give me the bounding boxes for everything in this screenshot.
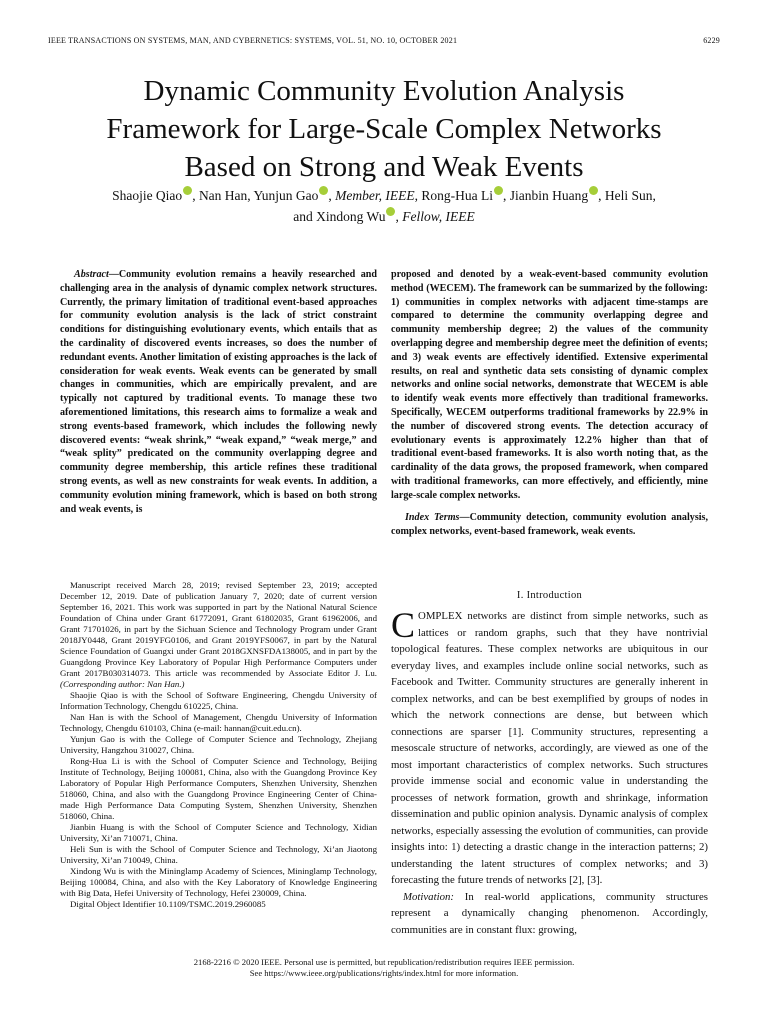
author-li: , Rong-Hua Li [414,188,494,203]
author-huang: , Jianbin Huang [503,188,589,203]
author-footnote [60,580,377,910]
abstract-left [60,268,377,516]
copyright-line-2: See https://www.ieee.org/publications/rights/index.html for more information. [249,968,519,978]
abstract-label: Abstract [74,269,109,280]
intro-paragraph-1 [391,605,708,889]
abstract-text-left: —Community evolution remains a heavily researched and challenging area in the analysis of dynamic complex network structures. Currently, the primary limitation of traditional event-based approaches for community evolution analysis is the lack of strict constraint conditions for distinguishing evolutionary events, which entails that as the cardinality of discovered events increases, so does the number of redundant events. Another limitation of existing approaches is the lack of consideration for weak events. Weak events can be generated by small changes in communities, which are empirically prevalent, and are typically not captured by traditional events. To manage these two aforementioned limitations, this research aims to formalize a weak and strong events-based framework, which includes the following newly discovered events: “weak shrink,” “weak expand,” “weak merge,” and “weak splity” predicated on the community overlapping degree and community degree membership, this article refines these traditional strong events, as well as new constraints for weak events. In addition, a community evolution mining framework, which is based on both strong and weak events, is [60,269,377,515]
intro-text-1: OMPLEX networks are distinct from simple networks, such as lattices or random graphs, such that they have nontrivial topological features. These complex networks are ubiquitous in our everyday lives, and examples include online social networks, such as Facebook and Twitter. Community structures are generally inherent in complex networks, and can be best exemplified by groups of nodes in which the network connections are dense, but between which connections are sparser [1]. Community structures, representing a mesoscale structure of networks, accordingly, are viewed as one of the most important characteristics of complex networks. Such structures provide immense social and economic value in understanding the processes of network formation, growth and shrinkage, information dissemination and public opinion analysis. Dynamic analysis of complex networks, especially assessing the evolution of communities, can provide insights into: 1) detecting a drastic change in the interaction patterns; 2) understanding the latent structures of complex networks; and 3) forecasting the future trends of networks [2], [3]. [391,610,708,886]
footnote-affiliation: Yunjun Gao is with the College of Computer Science and Technology, Zhejiang University, Hangzhou 310027, China. [60,734,377,755]
title-line-1: Dynamic Community Evolution Analysis [143,75,625,107]
journal-name: IEEE TRANSACTIONS ON SYSTEMS, MAN, AND CYBERNETICS: SYSTEMS, VOL. 51, NO. 10, OCTOBER 2021 [48,36,458,45]
footnote-manuscript [60,580,377,690]
author-line-1: Shaojie Qiao , Nan Han, Yunjun Gao , Member, IEEE, Rong-Hua Li , Jianbin Huang , Heli Sun, [112,188,656,203]
footnote-affiliation: Heli Sun is with the School of Computer Science and Technology, Xi’an Jiaotong University, Xi’an 710049, China. [60,844,377,865]
author-han-gao: , Nan Han, Yunjun Gao [192,188,319,203]
author-sun: , Heli Sun, [598,188,656,203]
footnote-affiliation: Nan Han is with the School of Management, Chengdu University of Information Technology, Chengdu 610103, China (e-mail: hannan@cuit.edu.cn). [60,712,377,733]
author-qiao: Shaojie Qiao [112,188,183,203]
footnote-affiliation: Jianbin Huang is with the School of Computer Science and Technology, Xidian University, Xi’an 710071, China. [60,822,377,843]
orcid-icon[interactable] [319,186,328,195]
fellow-ieee: Fellow, IEEE [402,209,475,224]
intro-paragraph-2 [391,889,708,939]
author-list [60,185,708,227]
index-terms-label: Index Terms [405,512,460,523]
footnote-affiliation: Shaojie Qiao is with the School of Software Engineering, Chengdu University of Information Technology, Chengdu 610225, China. [60,690,377,711]
running-header [48,36,720,48]
footnote-funding: Manuscript received March 28, 2019; revised September 23, 2019; accepted December 12, 2019. Date of publication January 7, 2020; date of current version September 16, 2021. This work was supported in part by the National Natural Science Foundation of China under Grant 61772091, Grant 61802035, Grant 61962006, and Grant 71701026, in part by the Sichuan Science and Technology Program under Grant 2018JY0448, Grant 2019YFG0106, and Grant 2019YFS0067, in part by the Natural Science Foundation of Guangxi under Grant 2018GXNSFDA138005, and in part by the Guangdong Province Key Laboratory of Popular High Performance Computers under Grant 2017B030314073. This article was recommended by Associate Editor J. Lu. [60,580,377,678]
abstract-right: proposed and denoted by a weak-event-based community evolution method (WECEM). The framework can be summarized by the following: 1) communities in complex networks with adjacent time-stamps are compared to determine the community overlapping degree and community membership degree; 2) the values of the community overlapping degree and membership degree meet the definition of events; and 3) weak events are effectively identified. Extensive experimental results, on real and synthetic data sets consisting of dynamic complex networks and online social networks, demonstrate that WECEM is able to identify weak events more effectively than traditional frameworks. Specifically, WECEM outperforms traditional frameworks by 22.9% in the number of discovered strong events. The detection accuracy of evolutionary events is approximately 12.2% higher than that of traditional event-based frameworks. It is also worth noting that, as the cardinality of the data grows, the proposed framework, when compared with traditional frameworks, can more effectively, and efficiently, mine large-scale complex networks. [391,269,708,501]
corresponding-author: (Corresponding author: Nan Han.) [60,679,185,689]
title-line-3: Based on Strong and Weak Events [184,151,584,183]
title-line-2: Framework for Large-Scale Complex Networks [106,113,662,145]
index-terms-text: —Community detection, community evolution analysis, complex networks, event-based framework, weak events. [391,512,708,537]
footnote-affiliation: Xindong Wu is with the Mininglamp Academy of Sciences, Mininglamp Technology, Beijing 100084, China, and also with the Key Laboratory of Knowledge Engineering with Big Data, Hefei University of Technology, Hefei 230009, China. [60,866,377,898]
paper-title [48,72,720,186]
introduction-body [391,605,708,938]
page-number: 6229 [703,36,720,45]
orcid-icon[interactable] [183,186,192,195]
orcid-icon[interactable] [589,186,598,195]
member-ieee: Member, IEEE [335,188,415,203]
orcid-icon[interactable] [494,186,503,195]
orcid-icon[interactable] [386,207,395,216]
intro-text-2: In real-world applications, community structures represent a dynamically changing phenomenon. Accordingly, communities are in constant flux: growing, [391,890,708,936]
drop-cap: C [391,605,416,645]
section-heading-introduction: I. Introduction [516,590,583,601]
motivation-label: Motivation: [403,890,454,903]
footnote-affiliation: Rong-Hua Li is with the School of Computer Science and Technology, Beijing Institute of Technology, Beijing 100081, China, also with the Guangdong Province Key Laboratory of Popular High Performance Computers, Shenzhen University, Shenzhen 518060, China, and also with the Guangdong Province Engineering Center of China-made High Performance Data Computing System, Shenzhen University, Shenzhen 518060, China. [60,756,377,821]
copyright-line-1: 2168-2216 © 2020 IEEE. Personal use is permitted, but republication/redistribution requires IEEE permission. [193,957,575,967]
copyright-notice [60,957,708,979]
author-wu: and Xindong Wu [293,209,386,224]
index-terms [391,511,708,539]
author-line-2: and Xindong Wu , Fellow, IEEE [293,209,475,224]
footnote-doi: Digital Object Identifier 10.1109/TSMC.2019.2960085 [70,899,266,909]
